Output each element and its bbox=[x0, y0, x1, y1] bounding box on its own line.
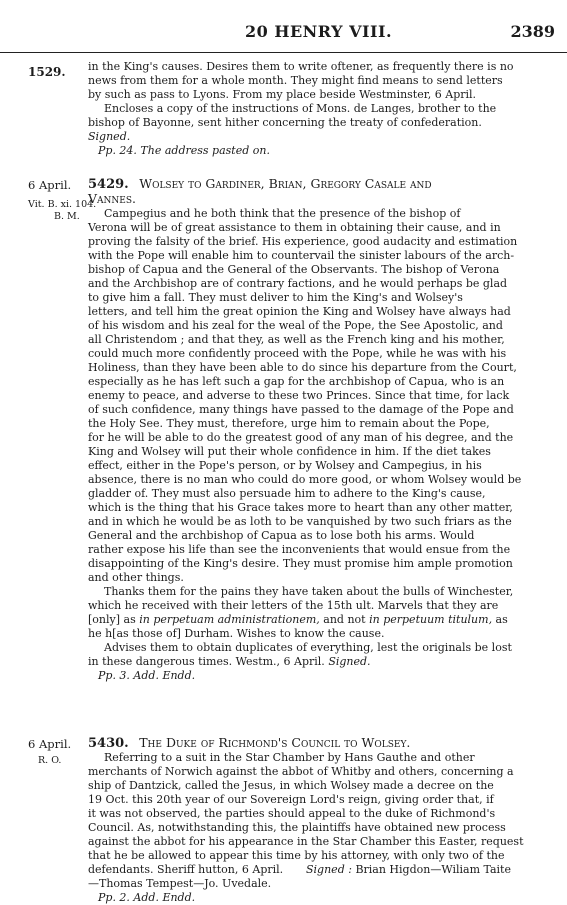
para3-text: in these dangerous times. Westm., 6 April. bbox=[88, 655, 325, 668]
para2-text-b: and not bbox=[319, 613, 370, 626]
entry-5429 bbox=[88, 177, 544, 683]
entry-5429-para1-line: absence, there is no man who could do more good, or whom Wolsey would be bbox=[88, 473, 522, 486]
entry-5429-para1-line: King and Wolsey will put their whole confidence in him. If the diet takes bbox=[88, 445, 491, 458]
entry-5430-para1-line: against the abbot for his appearance in the Star Chamber this Easter, request bbox=[88, 835, 524, 848]
entry-5429-para1-line: of such confidence, many things have passed to the damage of the Pope and bbox=[88, 403, 514, 416]
entry-5429-para1-line: Campegius and he both think that the presence of the bishop of bbox=[104, 207, 461, 220]
entry-5430-date: 6 April. bbox=[28, 737, 72, 751]
entry-5429-para1-line: disappointing of the King's desire. They must promise him ample promotion bbox=[88, 557, 513, 570]
entry-5429-heading-line1: Wolsey to Gardiner, Brian, Gregory Casale and bbox=[139, 176, 432, 191]
entry-5430-para1-line: 19 Oct. this 20th year of our Sovereign Lord's reign, giving order that, if bbox=[88, 793, 494, 806]
entry-5429-para1-line: Holiness, than they have been able to do since his departure from the Court, bbox=[88, 361, 517, 374]
entry-5430-ref1: R. O. bbox=[38, 755, 62, 766]
entry-5429-paragraph-1 bbox=[88, 207, 544, 585]
entry-5430-para1-line: it was not observed, the parties should appeal to the duke of Richmond's bbox=[88, 807, 496, 820]
entry-5430-heading bbox=[88, 736, 544, 751]
entry-5429-para1-line: and the Archbishop are of contrary factions, and he would perhaps be glad bbox=[88, 277, 508, 290]
entry-5430-para1-line: Referring to a suit in the Star Chamber by Hans Gauthe and other bbox=[104, 751, 475, 764]
entry-5430 bbox=[88, 736, 544, 905]
entry-5429-para1-line: rather expose his life than see the inconvenients that would ensue from the bbox=[88, 543, 511, 556]
entry-5429-para3-line2 bbox=[88, 655, 544, 669]
entry-5429-heading-line2-wrap bbox=[88, 192, 544, 207]
entry-5429-para1-line: Verona will be of great assistance to them in obtaining their cause, and in bbox=[88, 221, 501, 234]
entry-5429-para1-line: especially as he has left such a gap for the archbishop of Capua, who is an bbox=[88, 375, 505, 388]
entry-5429-heading bbox=[88, 177, 544, 192]
entry-5430-para1-line: defendants. Sheriff hutton, 6 April. bbox=[88, 863, 284, 876]
entry-5430-para1-line: ship of Dantzick, called the Jesus, in which Wolsey made a decree on the bbox=[88, 779, 494, 792]
entry-5429-para3-line1: Advises them to obtain duplicates of everything, lest the originals be lost bbox=[104, 641, 512, 654]
entry-5429-para1-line: to give him a fall. They must deliver to him the King's and Wolsey's bbox=[88, 291, 463, 304]
entry-5429-para1-line: and in which he would be as loth to be vanquished by two such friars as the bbox=[88, 515, 512, 528]
entry-5429-para1-line: could much more confidently proceed with the Pope, while he was with his bbox=[88, 347, 507, 360]
margin-year: 1529. bbox=[28, 65, 66, 79]
signatories-1: Brian Higdon—Wiliam Taite bbox=[355, 863, 511, 876]
entry-5429-heading-line2: Vannes. bbox=[88, 191, 136, 206]
entry-5429-para2-line1: Thanks them for the pains they have taken about the bulls of Winchester, bbox=[104, 585, 514, 598]
continuation-line: news from them for a whole month. They might find means to send letters bbox=[88, 74, 503, 87]
entry-5430-ref1-wrap bbox=[38, 752, 61, 768]
entry-5429-para1-line: and other things. bbox=[88, 571, 184, 584]
entry-5429-pages-note: Pp. 3. Add. Endd. bbox=[98, 669, 196, 682]
para2-latin-2: in perpetuum titulum, bbox=[369, 613, 493, 626]
entry-5429-ref2: B. M. bbox=[54, 211, 80, 222]
running-header-title: 20 HENRY VIII. bbox=[245, 22, 393, 41]
entry-5429-para1-line: with the Pope will enable him to countervail the sinister labours of the arch- bbox=[88, 249, 515, 262]
entry-5429-para1-line: letters, and tell him the great opinion the King and Wolsey have always had bbox=[88, 305, 511, 318]
entry-5430-heading-text: The Duke of Richmond's Council to Wolsey. bbox=[139, 735, 411, 750]
signed-note: Signed. bbox=[88, 130, 131, 143]
entry-5429-para2-line2: which he received with their letters of the 15th ult. Marvels that they are bbox=[88, 599, 499, 612]
entry-5429-para1-line: enemy to peace, and adverse to these two Princes. Since that time, for lack bbox=[88, 389, 510, 402]
entry-5429-date: 6 April. bbox=[28, 178, 72, 192]
entry-5429-para1-line: gladder of. They must also persuade him to adhere to the King's cause, bbox=[88, 487, 486, 500]
entry-5429-number: 5429. bbox=[88, 177, 129, 192]
entry-5430-number: 5430. bbox=[88, 736, 129, 751]
encloses-line: Encloses a copy of the instructions of Mons. de Langes, brother to the bbox=[104, 102, 497, 115]
entry-5430-paragraph-1 bbox=[88, 751, 544, 877]
entry-5429-para2-line3 bbox=[88, 613, 544, 627]
entry-5430-para1-line: that he be allowed to appear this time by his attorney, with only two of the bbox=[88, 849, 505, 862]
continuation-line: in the King's causes. Desires them to write oftener, as frequently there is no bbox=[88, 60, 514, 73]
page-number: 2389 bbox=[510, 22, 555, 41]
entry-5429-para1-line: of his wisdom and his zeal for the weal of the Pope, the See Apostolic, and bbox=[88, 319, 503, 332]
entry-5429-para2-line4: he h[as those of] Durham. Wishes to know the cause. bbox=[88, 627, 385, 640]
header-rule bbox=[0, 52, 567, 53]
continuation-block bbox=[88, 60, 544, 158]
para3-signed: Signed. bbox=[328, 655, 371, 668]
continuation-line: by such as pass to Lyons. From my place beside Westminster, 6 April. bbox=[88, 88, 477, 101]
entry-5429-para1-line: which is the thing that his Grace takes more to heart than any other matter, bbox=[88, 501, 513, 514]
entry-5429-para1-line: bishop of Capua and the General of the Observants. The bishop of Verona bbox=[88, 263, 500, 276]
entry-5429-para1-line: the Holy See. They must, therefore, urge him to remain about the Pope, bbox=[88, 417, 490, 430]
entry-5429-para1-line: effect, either in the Pope's person, or by Wolsey and Campegius, in his bbox=[88, 459, 482, 472]
encloses-line: bishop of Bayonne, sent hither concerning the treaty of confederation. bbox=[88, 116, 482, 129]
entry-5429-ref1: Vit. B. xi. 104. bbox=[28, 199, 97, 210]
signed-label: Signed : bbox=[306, 863, 352, 876]
entry-5429-para1-line: all Christendom ; and that they, as well as the French king and his mother, bbox=[88, 333, 505, 346]
entry-5430-para1-line: merchants of Norwich against the abbot of Whitby and others, concerning a bbox=[88, 765, 514, 778]
entry-5430-pages-note: Pp. 2. Add. Endd. bbox=[98, 891, 196, 904]
entry-5429-para1-line: for he will be able to do the greatest good of any man of his degree, and the bbox=[88, 431, 514, 444]
entry-5429-ref2-wrap bbox=[54, 208, 80, 224]
entry-5430-para1-line: Council. As, notwithstanding this, the plaintiffs have obtained new process bbox=[88, 821, 506, 834]
entry-5430-signatories-line2: —Thomas Tempest—Jo. Uvedale. bbox=[88, 877, 272, 890]
para2-text-a: [only] as bbox=[88, 613, 140, 626]
para2-latin-1: in perpetuam administrationem, bbox=[139, 613, 320, 626]
pages-note: Pp. 24. The address pasted on. bbox=[98, 144, 270, 157]
entry-5429-para1-line: proving the falsity of the brief. His experience, good audacity and estimation bbox=[88, 235, 518, 248]
para2-text-c: as bbox=[492, 613, 508, 626]
entry-5429-para1-line: General and the archbishop of Capua as to lose both his arms. Would bbox=[88, 529, 475, 542]
